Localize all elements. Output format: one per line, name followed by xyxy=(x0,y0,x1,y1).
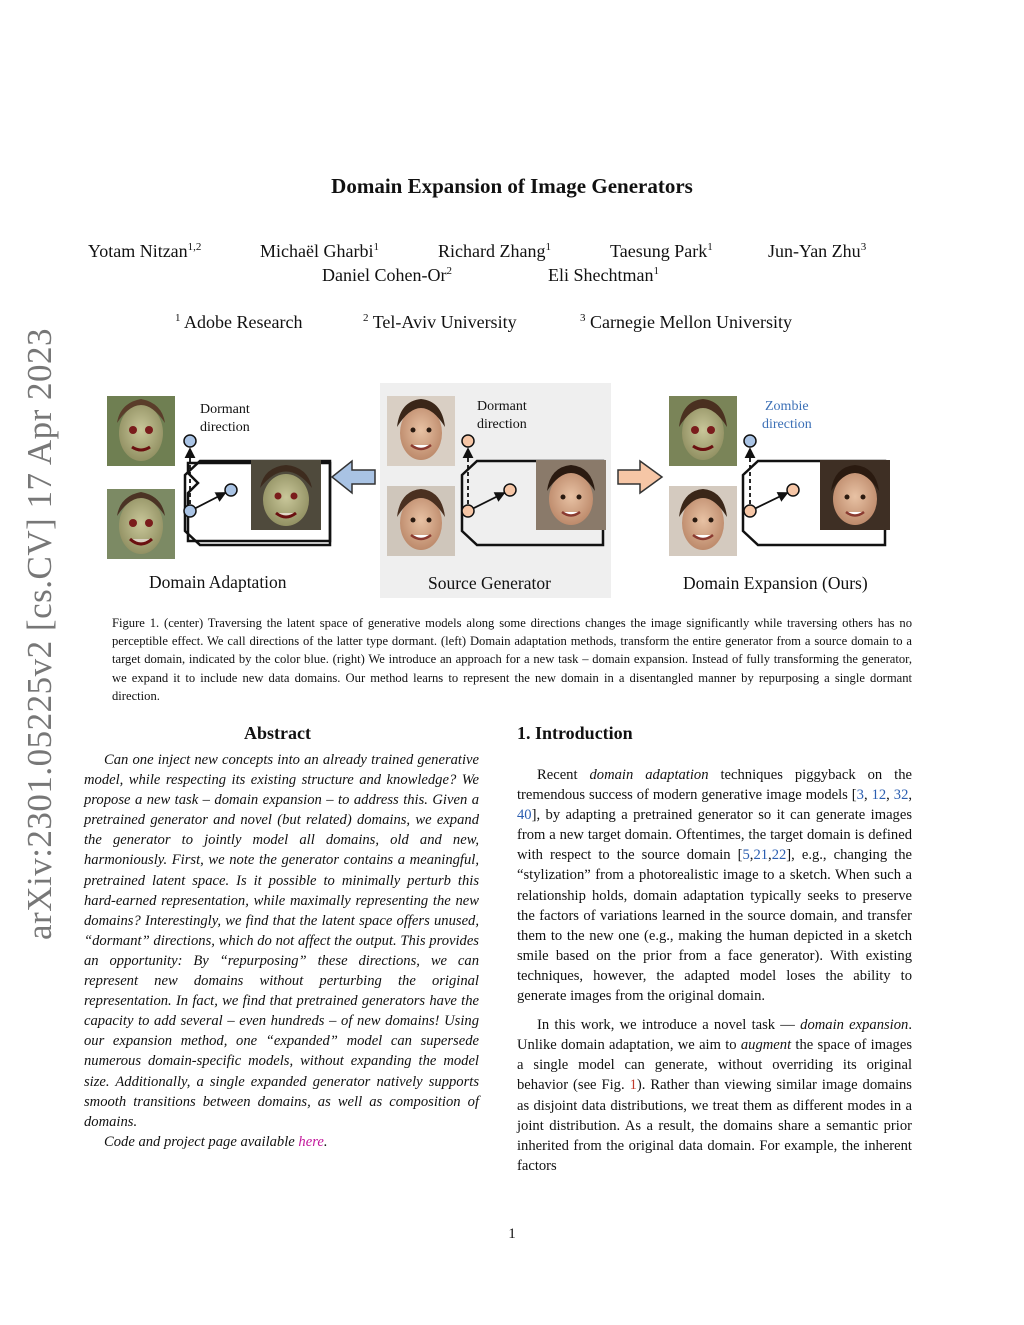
annotation-center-line-1: Dormant xyxy=(477,399,527,414)
affiliation-1: $^1$ Adobe Research xyxy=(175,312,303,332)
affiliation-2: $^2$ Tel-Aviv University xyxy=(363,312,517,332)
woman-face-image-right xyxy=(669,486,737,556)
abstract-heading: Abstract xyxy=(244,723,311,743)
latent-node-left-dormant xyxy=(184,435,196,447)
woman-face-image-bottom xyxy=(387,486,455,556)
panel-domain-expansion xyxy=(669,396,890,556)
abstract-text: Can one inject new concepts into an already trained generative model, while respecting its existing structure and knowledge? We propose a new task – domain expansion – to address this. Given a pretrained generator and novel (but related) domains, we expand the generator to jointly model all domains, old and new, harmoniously. First, we note the generator contains a meaningful, pretrained latent space. Is it possible to minimally perturb this hard-earned representation, while maximally representing the new domains? Interestingly, we find that the latent space offers unused, “dormant” directions, which do not affect the output. This provides an opportunity: By “repurposing” these directions, we can represent new domains without perturbing the original representation. In fact, we find that pretrained generators have the capacity to add several – even hundreds – of new domains! Using our expansion method, one “expanded” model can supersede numerous domain-specific models, without expanding the model size. Additionally, a single expanded generator natively supports smooth transitions between domains, as well as composition of domains. xyxy=(84,752,479,1130)
introduction-paragraph-1: Recent domain adaptation techniques piggyback on the tremendous success of modern generative image models [3, 12, 32, 40], by adapting a pretrained generator so it can generate images from a new target domain. Oftentimes, the target domain is defined with respect to the source domain [5,21,22], e.g., changing the “stylization” from a photorealistic image to a sketch. When such a relationship holds, domain adaptation typically seeks to preserve the factors of variations learned in the source domain, and transfer them to the new one (e.g., making the human depicted in a sketch smile based on the prior from a face generator). With existing techniques, however, the adapted model loses the ability to generate images from the original domain. xyxy=(517,767,913,1005)
citation-link[interactable]: 22 xyxy=(771,847,787,864)
latent-node-left-step xyxy=(225,484,237,496)
abstract-body xyxy=(84,750,479,1152)
latent-node-center-dormant xyxy=(462,435,474,447)
latent-node-right-step xyxy=(787,484,799,496)
author-2: Michaël Gharbi$^1$ xyxy=(260,241,379,261)
annotation-left-line-1: Dormant xyxy=(200,402,250,417)
panel-domain-adaptation xyxy=(107,396,330,559)
citation-link[interactable]: 21 xyxy=(753,847,769,864)
annotation-right-line-1: Zombie xyxy=(765,399,809,414)
expansion-arrow xyxy=(618,461,662,493)
zombie-woman-image-top xyxy=(669,396,737,466)
child-face-image-right xyxy=(820,460,890,530)
author-3: Richard Zhang$^1$ xyxy=(438,241,551,261)
zombie-face-image-bottom xyxy=(107,489,175,559)
citation-link[interactable]: 40 xyxy=(517,807,532,824)
annotation-center-line-2: direction xyxy=(477,417,527,432)
project-page-link[interactable]: here xyxy=(298,1133,324,1150)
paper-title: Domain Expansion of Image Generators xyxy=(331,174,693,198)
citation-link[interactable]: 32 xyxy=(893,787,909,804)
author-1: Yotam Nitzan$^{1,2}$ xyxy=(88,241,202,261)
citation-link[interactable]: 5 xyxy=(742,847,750,864)
latent-node-right-zombie xyxy=(744,435,756,447)
author-5: Jun-Yan Zhu$^3$ xyxy=(768,241,867,261)
introduction-heading: 1. Introduction xyxy=(517,723,633,743)
introduction-paragraph-2: In this work, we introduce a novel task — domain expansion. Unlike domain adaptation, we aim to augment the space of images a single model can generate, without overriding its original behavior (see Fig. 1). Rather than viewing similar image domains as disjoint data distributions, we treat them as different modes in a joint distribution. As a result, the domains share a semantic prior inherited from the original data domain. For example, the inherent factors xyxy=(517,1017,912,1174)
zombie-face-image-top xyxy=(107,396,175,466)
panel-label-source-generator: Source Generator xyxy=(428,573,551,593)
woman-face-image-top xyxy=(387,396,455,466)
panel-label-domain-expansion: Domain Expansion (Ours) xyxy=(683,573,868,593)
introduction-body xyxy=(517,765,912,1185)
arxiv-identifier: arXiv:2301.05225v2 [cs.CV] 17 Apr 2023 xyxy=(20,327,59,940)
citation-link[interactable]: 12 xyxy=(871,787,887,804)
child-face-image-center xyxy=(536,460,606,530)
latent-node-center-step xyxy=(504,484,516,496)
abstract-code-line: Code and project page available here. xyxy=(104,1133,328,1150)
panel-label-domain-adaptation: Domain Adaptation xyxy=(149,572,287,592)
author-7: Eli Shechtman$^1$ xyxy=(548,265,659,285)
zombie-child-image xyxy=(251,460,321,530)
figure-reference-link[interactable]: 1 xyxy=(629,1077,637,1094)
latent-node-center-origin xyxy=(462,505,474,517)
latent-node-left-origin xyxy=(184,505,196,517)
figure-1 xyxy=(100,383,920,598)
latent-node-right-origin xyxy=(744,505,756,517)
author-6: Daniel Cohen-Or$^2$ xyxy=(322,265,452,285)
annotation-right-line-2: direction xyxy=(762,417,812,432)
figure-caption: Figure 1. (center) Traversing the latent space of generative models along some directions changes the image significantly while traversing others has no perceptible effect. We call directions of the latter type dormant. (left) Domain adaptation methods, transform the entire generator from a source domain to a target domain, indicated by the color blue. (right) We introduce an approach for a new task – domain expansion. Instead of fully transforming the generator, we expand it to include new data domains. Our method learns to represent the new domain in a disentangled manner by repurposing a single dormant direction. xyxy=(112,616,912,703)
page-number: 1 xyxy=(508,1226,516,1242)
citation-link[interactable]: 3 xyxy=(856,787,864,804)
affiliation-3: $^3$ Carnegie Mellon University xyxy=(580,312,792,332)
annotation-left-line-2: direction xyxy=(200,420,250,435)
adaptation-arrow xyxy=(332,461,375,493)
author-4: Taesung Park$^1$ xyxy=(610,241,713,261)
